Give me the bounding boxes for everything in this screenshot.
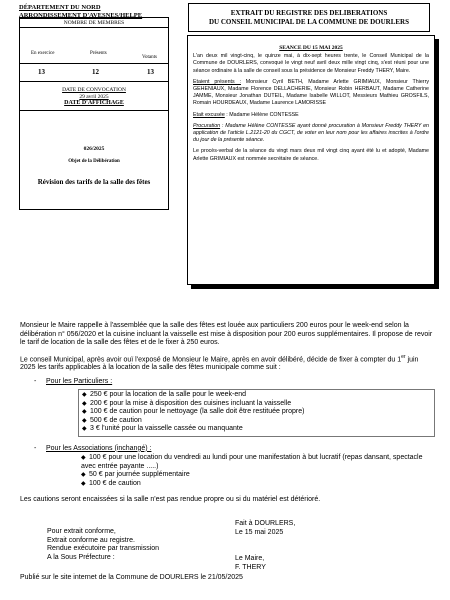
extract-title-line2: DU CONSEIL MUNICIPAL DE LA COMMUNE DE DOURLERS [209,18,409,26]
convocation-date: 29 avril 2025 [79,93,109,100]
diamond-bullet-icon: ◆ [82,400,87,407]
diamond-bullet-icon: ◆ [81,455,86,462]
members-value-presents: 12 [92,68,99,76]
conformity-line: Pour extrait conforme, [47,528,116,535]
closing-paragraph: Le procès-verbal de la séance du vingt mars deux mil vingt cinq ayant été lu et adopté, Madame Arlette GRIMIAUX est nommée secrétaire de séance. [193,148,429,162]
presents-paragraph [193,79,429,108]
diamond-bullet-icon: ◆ [81,472,86,479]
conformity-line: Rendue exécutoire par transmission [47,545,160,552]
members-headings [20,28,168,64]
diamond-bullet-icon: ◆ [82,392,87,399]
associations-tariff-list [78,453,435,490]
convocation-block [20,82,168,111]
convocation-label: DATE DE CONVOCATION [62,87,126,93]
arrondissement-line: ARRONDISSEMENT D'AVESNES/HELPE [19,11,143,19]
tariff-text: 500 € de caution [90,416,142,424]
place-date-block [235,520,295,537]
associations-section [34,445,435,491]
members-value-votants: 13 [147,68,154,76]
body-paragraph-1: Monsieur le Maire rappelle à l'assemblée que la salle des fêtes est louée aux particuliers 200 euros pour le week-end selon la délibération n° 056/2020 et la cuisine incluant la vaisselle est mise à disposition pour 200 euros supplémentaires. Il propose de revoir le tarif de location de la salle des fêtes et de le fixer à 250 euros. [20,322,433,346]
department-line: DÉPARTEMENT DU NORD [19,4,101,11]
tariff-text: 100 € pour une location du vendredi au lundi pour une manifestation à but lucratif (repas dansant, spectacle avec entrée payante .....) [81,454,423,470]
particuliers-tariff-list [78,389,435,437]
presents-text: Monsieur Cyril BETH, Madame Arlette GRIMIAUX, Monsieur Thierry GEHENIAUX, Madame Florence DELLACHERIE, Monsieur Robin HERBAUT, Madame Catherine JAMME, Monsieur Jonathan DUTEIL, Madame Isabelle WILLOT, Messieurs Mathieu GROSFILS, Romain HOURDEAUX, Madame Laurence LAMORISSE [193,78,429,107]
tariff-item [81,480,432,489]
conformity-line: Extrait conforme au registre. [47,536,135,544]
diamond-bullet-icon: ◆ [82,417,87,424]
extract-title-box [188,3,430,32]
deliberation-object-label: Objet de la Délibération [68,159,120,164]
dash-bullet: - [34,377,37,385]
tariff-item [81,471,432,480]
extract-body-box [187,35,435,285]
tariff-item [82,417,431,426]
members-heading-votants: Votants [142,55,157,60]
meeting-info-box [19,17,169,210]
extract-title-line1: EXTRAIT DU REGISTRE DES DELIBERATIONS [230,9,388,17]
seance-intro: L'an deux mil vingt-cinq, le quinze mai, à dix-sept heures trente, le Conseil Municipal de la Commune de DOURLERS, convoqué le vingt neuf avril deux mille vingt cinq, s'est réuni pour une séance ordinaire à la salle de conseil sous la présidence de Monsieur Freddy THERY, Maire. [193,53,429,74]
members-heading-exercice: En exercice [31,51,55,56]
deliberation-block [20,111,168,187]
mayor-name: F. THERY [235,563,266,571]
deliberation-subject: Révision des tarifs de la salle des fêtes [37,178,151,186]
excused-paragraph [193,112,429,119]
tariff-text: 100 € de caution [89,479,141,487]
particuliers-section [34,378,435,437]
affichage-label: DATE D'AFFICHAGE [64,100,124,106]
deliberation-number: 026/2025 [83,146,105,152]
members-title: NOMBRE DE MEMBRES [20,18,168,28]
members-value-exercice: 13 [38,68,45,76]
date-line: Le 15 mai 2025 [235,528,284,536]
mayor-signature-block [235,555,266,572]
body-paragraph-3: Les cautions seront encaissées si la salle n'est pas rendue propre ou si du matériel est détérioré. [20,496,321,504]
tariff-item [81,454,432,471]
tariff-text: 100 € de caution pour le nettoyage (la salle doit être restituée propre) [90,408,305,416]
presents-label: Etaient présents : [193,78,241,85]
tariff-text: 200 € pour la mise à disposition des cuisines incluant la vaisselle [90,399,292,407]
extract-conformity-block [47,528,159,562]
tariff-item [82,391,431,400]
procuration-label: Procuration [193,122,221,129]
members-values [20,64,168,82]
tariff-item [82,400,431,409]
excused-label: Etait excusée [193,111,225,118]
diamond-bullet-icon: ◆ [82,409,87,416]
procuration-text: : Madame Hélène CONTESSE ayant donné procuration à Monsieur Freddy THERY en application de l'article L.2121-20 du CGCT, de voter en leur nom pour les affaires inscrites à l'ordre du jour de la présente séance. [193,122,429,144]
members-heading-presents: Présents [90,51,107,56]
mayor-title: Le Maire, [235,555,265,562]
tariff-text: 3 € l'unité pour la vaisselle cassée ou manquante [90,425,243,433]
procuration-paragraph [193,123,429,145]
diamond-bullet-icon: ◆ [82,426,87,433]
publication-notice: Publié sur le site internet de la Commune de DOURLERS le 21/05/2025 [20,574,243,581]
conformity-line: A la Sous Préfecture : [47,553,115,561]
tariff-text: 50 € par journée supplémentaire [89,471,190,479]
seance-title: SEANCE DU 15 MAI 2025 [279,45,343,51]
particuliers-label: Pour les Particuliers : [46,377,113,385]
tariff-item [82,425,431,434]
place-line: Fait à DOURLERS, [235,520,296,527]
associations-label: Pour les Associations (inchangé) : [46,444,152,452]
excused-text: : Madame Hélène CONTESSE [224,111,299,118]
tariff-text: 250 € pour la location de la salle pour le week-end [90,391,247,399]
deliberation-body [20,322,435,510]
tariff-item [82,408,431,417]
body-paragraph-2: Le conseil Municipal, après avoir ouï l'exposé de Monsieur le Maire, après en avoir délibéré, décide de fixer à compter du 1er juin 2025 les tarifs applicables à la location de la salle des fêtes municipale comme suit : [20,353,419,372]
diamond-bullet-icon: ◆ [81,480,86,487]
dash-bullet: - [34,444,37,452]
